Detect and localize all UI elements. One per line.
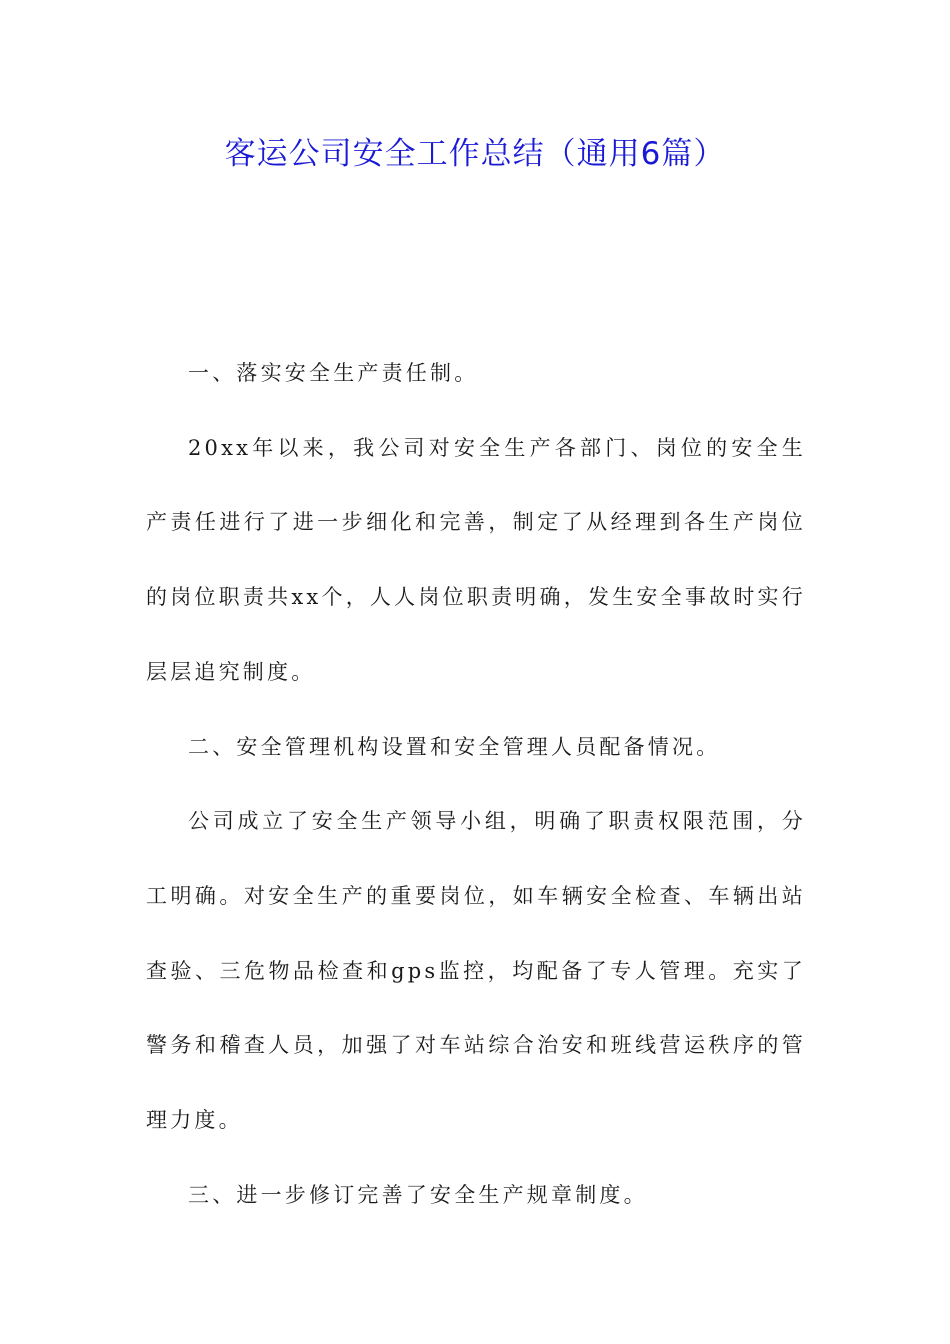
document-title: 客运公司安全工作总结（通用6篇） xyxy=(224,136,726,172)
body-paragraph-2: 公司成立了安全生产领导小组，明确了职责权限范围，分工明确。对安全生产的重要岗位，如车辆安全检查、车辆出站查验、三危物品检查和gps监控，均配备了专人管理。充实了警务和稽查人员，加强了对车站综合治安和班线营运秩序的管理力度。 xyxy=(146,809,806,1133)
section-heading-3: 三、进一步修订完善了安全生产规章制度。 xyxy=(188,1182,648,1207)
body-paragraph-1: 20xx年以来，我公司对安全生产各部门、岗位的安全生产责任进行了进一步细化和完善，制定了从经理到各生产岗位的岗位职责共xx个，人人岗位职责明确，发生安全事故时实行层层追究制度。 xyxy=(146,435,806,684)
section-heading-1: 一、落实安全生产责任制。 xyxy=(188,361,479,385)
section-heading-2: 二、安全管理机构设置和安全管理人员配备情况。 xyxy=(188,734,721,759)
document-body xyxy=(146,336,806,1232)
